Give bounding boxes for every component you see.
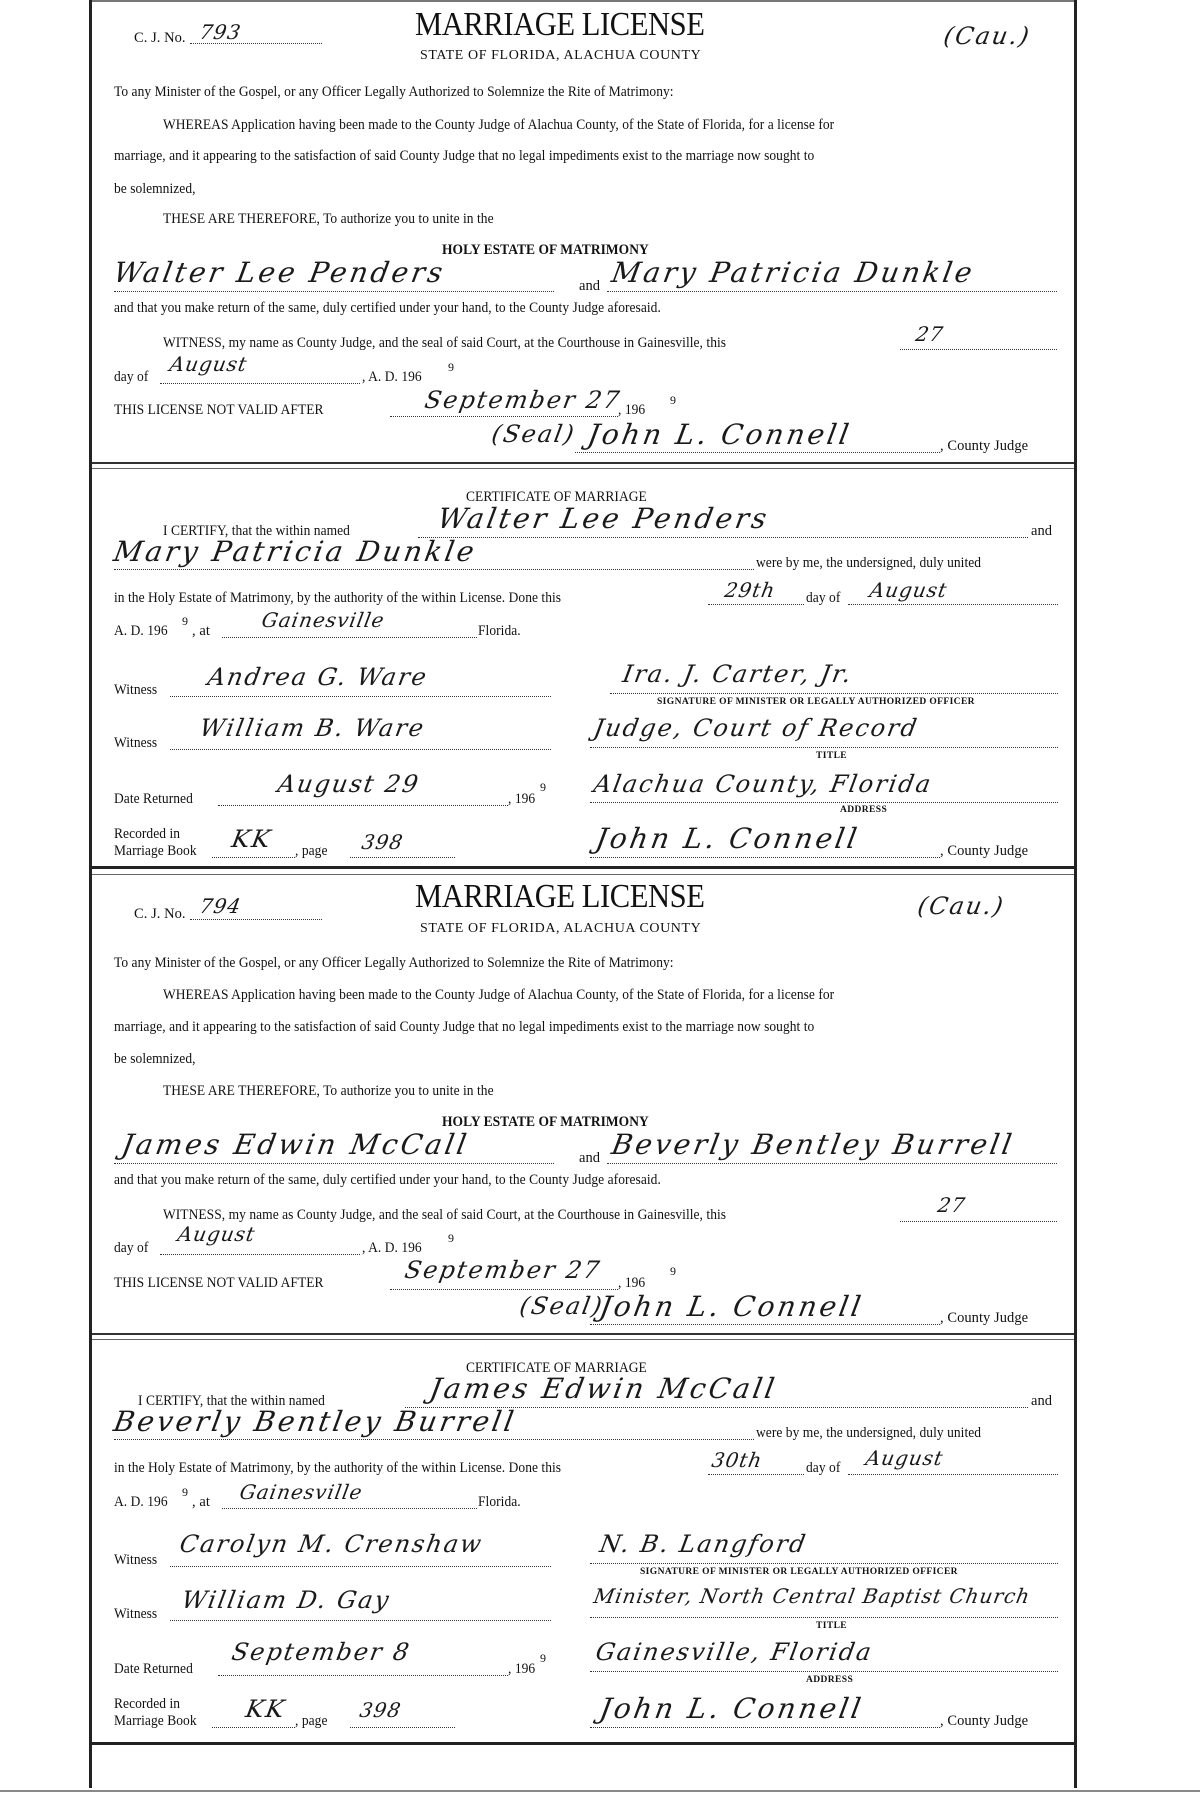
cj-label: C. J. No. [134, 906, 186, 922]
day-of-month: August [175, 1222, 258, 1246]
officiant-title-line [590, 1617, 1058, 1618]
license-title: MARRIAGE LICENSE [415, 878, 705, 915]
certificate-title: CERTIFICATE OF MARRIAGE [466, 1360, 647, 1376]
bride-name: Beverly Bentley Burrell [609, 1128, 1018, 1161]
officiant-signature: Ira. J. Carter, Jr. [620, 660, 856, 688]
cert-day-of-label: day of [806, 590, 841, 606]
whereas-line-2: marriage, and it appearing to the satisfaction of said County Judge that no legal impediments exist to the marriage now sought to [114, 1019, 815, 1035]
judge-signature-line [590, 1324, 940, 1325]
bride-name: Mary Patricia Dunkle [609, 256, 978, 289]
title-caption: TITLE [816, 1621, 848, 1631]
cert-bride-name: Beverly Bentley Burrell [111, 1405, 520, 1438]
groom-line [114, 1163, 554, 1164]
day-of-month: August [167, 352, 250, 376]
cert-bride-name: Mary Patricia Dunkle [111, 535, 480, 568]
cert-groom-name: James Edwin McCall [427, 1372, 780, 1405]
witness-day-line [900, 1221, 1057, 1222]
therefore-line: THESE ARE THEREFORE, To authorize you to unite in the [163, 1083, 494, 1099]
officiant-address-line [590, 1671, 1058, 1672]
witness-1-label: Witness [114, 682, 158, 698]
holy-estate-heading: HOLY ESTATE OF MATRIMONY [442, 242, 649, 258]
address-line: To any Minister of the Gospel, or any Officer Legally Authorized to Solemnize the Rite of Matrimony: [114, 955, 674, 971]
date-returned-line [218, 805, 508, 806]
witness-1-label: Witness [114, 1552, 158, 1568]
witness-2-label: Witness [114, 735, 158, 751]
whereas-line-1: WHEREAS Application having been made to the County Judge of Alachua County, of the State of Florida, for a license for [163, 987, 835, 1003]
officiant-signature-line [590, 1563, 1058, 1564]
and-label: and [579, 1150, 601, 1166]
florida-label: Florida. [478, 623, 521, 639]
record-divider [92, 866, 1074, 875]
record-page: 398 [357, 1698, 404, 1722]
done-month: August [867, 578, 950, 602]
signature-caption: SIGNATURE OF MINISTER OR LEGALLY AUTHORIZED OFFICER [657, 697, 975, 707]
cert-judge-line [590, 1727, 940, 1728]
witness-line: WITNESS, my name as County Judge, and the seal of said Court, at the Courthouse in Gainesville, this [163, 1207, 727, 1223]
not-valid-year-prefix: , 196 [618, 1275, 646, 1291]
and-label: and [579, 278, 601, 294]
cert-groom-line [418, 537, 1028, 538]
florida-label: Florida. [478, 1494, 521, 1510]
united-label: were by me, the undersigned, duly united [756, 1425, 982, 1441]
cert-ad-label: A. D. 196 [114, 1494, 168, 1510]
whereas-line-2: marriage, and it appearing to the satisfaction of said County Judge that no legal impediments exist to the marriage now sought to [114, 148, 815, 164]
witness-2-line [170, 749, 551, 750]
ad-label: , A. D. 196 [362, 1240, 422, 1256]
groom-line [114, 291, 554, 292]
cert-bride-line [114, 569, 754, 570]
groom-name: James Edwin McCall [119, 1128, 472, 1161]
witness-2-line [170, 1620, 551, 1621]
seal-note: (Seal) [517, 1292, 606, 1320]
not-valid-line [390, 416, 618, 417]
not-valid-date: September 27 [422, 386, 624, 414]
not-valid-year-digit: 9 [670, 1264, 677, 1278]
judge-signature: John L. Connell [585, 418, 855, 451]
therefore-line: THESE ARE THEREFORE, To authorize you to unite in the [163, 211, 494, 227]
judge-title: , County Judge [940, 1310, 1029, 1326]
done-day-line [708, 604, 804, 605]
officiant-signature: N. B. Langford [597, 1530, 810, 1558]
ad-year-digit: 9 [448, 360, 455, 374]
margin-note: (Cau.) [941, 22, 1033, 50]
witness-1-signature: Andrea G. Ware [205, 663, 431, 691]
cert-and-label: and [1031, 523, 1053, 539]
recorded-label-1: Recorded in [114, 1696, 181, 1712]
whereas-line-3: be solemnized, [114, 1051, 196, 1067]
recorded-label-2: Marriage Book [114, 1713, 197, 1729]
address-line: To any Minister of the Gospel, or any Officer Legally Authorized to Solemnize the Rite of Matrimony: [114, 84, 674, 100]
authority-label: in the Holy Estate of Matrimony, by the authority of the within License. Done this [114, 1460, 562, 1476]
cert-judge-line [590, 857, 940, 858]
recorded-label-2: Marriage Book [114, 843, 197, 859]
officiant-address: Gainesville, Florida [593, 1638, 876, 1666]
cert-bride-line [114, 1439, 754, 1440]
book-line [212, 857, 295, 858]
date-returned-year-digit: 9 [540, 780, 547, 794]
officiant-title: Minister, North Central Baptist Church [591, 1584, 1033, 1608]
seal-note: (Seal) [489, 420, 578, 448]
bottom-frame-rule [92, 1742, 1074, 1748]
page-label: , page [295, 843, 328, 859]
officiant-title-line [590, 747, 1058, 748]
marriage-book: KK [229, 825, 275, 853]
bride-line [607, 291, 1057, 292]
address-caption: ADDRESS [806, 1675, 854, 1685]
certify-label: I CERTIFY, that the within named [163, 523, 350, 539]
cert-ad-label: A. D. 196 [114, 623, 168, 639]
date-returned-label: Date Returned [114, 791, 193, 807]
witness-day-line [900, 349, 1057, 350]
cert-ad-year-digit: 9 [182, 614, 189, 628]
recorded-label-1: Recorded in [114, 826, 181, 842]
page-line [350, 857, 455, 858]
cj-label: C. J. No. [134, 30, 186, 46]
officiant-address: Alachua County, Florida [591, 770, 935, 798]
page-label: , page [295, 1713, 328, 1729]
section-divider [92, 462, 1074, 469]
ad-year-digit: 9 [448, 1231, 455, 1245]
cert-judge-signature: John L. Connell [597, 1692, 867, 1725]
license-subtitle: STATE OF FLORIDA, ALACHUA COUNTY [420, 48, 702, 63]
whereas-line-1: WHEREAS Application having been made to the County Judge of Alachua County, of the State of Florida, for a license for [163, 117, 835, 133]
page-line [350, 1727, 455, 1728]
day-of-line [160, 383, 360, 384]
witness-2-signature: William B. Ware [197, 714, 428, 742]
not-valid-year-prefix: , 196 [618, 402, 646, 418]
done-month: August [863, 1446, 946, 1470]
date-returned: September 8 [229, 1638, 414, 1666]
date-returned-line [218, 1675, 508, 1676]
return-line: and that you make return of the same, duly certified under your hand, to the County Judge aforesaid. [114, 300, 661, 316]
cert-ad-year-digit: 9 [182, 1485, 189, 1499]
witness-1-signature: Carolyn M. Crenshaw [177, 1530, 486, 1558]
officiant-address-line [590, 802, 1058, 803]
witness-day: 27 [935, 1193, 968, 1217]
witness-2-label: Witness [114, 1606, 158, 1622]
record-page: 398 [359, 830, 406, 854]
cj-number: 794 [197, 894, 244, 918]
day-of-label: day of [114, 1240, 149, 1256]
officiant-signature-line [610, 693, 1058, 694]
authority-label: in the Holy Estate of Matrimony, by the authority of the within License. Done this [114, 590, 562, 606]
cert-groom-name: Walter Lee Penders [435, 502, 773, 535]
officiant-title: Judge, Court of Record [591, 714, 921, 742]
day-of-line [160, 1254, 360, 1255]
done-month-line [848, 1474, 1058, 1475]
date-returned-year-prefix: , 196 [508, 791, 536, 807]
cert-day-of-label: day of [806, 1460, 841, 1476]
done-day: 30th [709, 1448, 765, 1472]
date-returned-year-digit: 9 [540, 1651, 547, 1665]
at-label: , at [192, 623, 210, 639]
marriage-book: KK [243, 1695, 289, 1723]
license-subtitle: STATE OF FLORIDA, ALACHUA COUNTY [420, 921, 702, 936]
judge-signature: John L. Connell [597, 1290, 867, 1323]
certify-label: I CERTIFY, that the within named [138, 1393, 325, 1409]
return-line: and that you make return of the same, duly certified under your hand, to the County Judge aforesaid. [114, 1172, 661, 1188]
not-valid-line [390, 1289, 618, 1290]
at-label: , at [192, 1494, 210, 1510]
date-returned: August 29 [275, 770, 423, 798]
cj-number-line [190, 919, 322, 920]
bride-line [607, 1163, 1057, 1164]
book-line [212, 1727, 295, 1728]
place-line [222, 1508, 477, 1509]
witness-1-line [170, 696, 551, 697]
not-valid-year-digit: 9 [670, 393, 677, 407]
place: Gainesville [237, 1480, 365, 1504]
page-bottom-rule [0, 1790, 1200, 1792]
witness-1-line [170, 1566, 551, 1567]
witness-2-signature: William D. Gay [179, 1586, 393, 1614]
margin-note: (Cau.) [915, 892, 1007, 920]
done-day-line [708, 1474, 804, 1475]
judge-signature-line [575, 452, 940, 453]
address-caption: ADDRESS [840, 805, 888, 815]
united-label: were by me, the undersigned, duly united [756, 555, 982, 571]
not-valid-label: THIS LICENSE NOT VALID AFTER [114, 402, 324, 418]
cj-number: 793 [197, 20, 244, 44]
ad-label: , A. D. 196 [362, 369, 422, 385]
signature-caption: SIGNATURE OF MINISTER OR LEGALLY AUTHORIZED OFFICER [640, 1567, 958, 1577]
witness-line: WITNESS, my name as County Judge, and the seal of said Court, at the Courthouse in Gainesville, this [163, 335, 727, 351]
witness-day: 27 [913, 322, 946, 346]
cert-judge-signature: John L. Connell [593, 822, 863, 855]
day-of-label: day of [114, 369, 149, 385]
date-returned-year-prefix: , 196 [508, 1661, 536, 1677]
certificate-title: CERTIFICATE OF MARRIAGE [466, 489, 647, 505]
judge-title: , County Judge [940, 438, 1029, 454]
groom-name: Walter Lee Penders [111, 256, 449, 289]
license-title: MARRIAGE LICENSE [415, 6, 705, 43]
done-month-line [848, 604, 1058, 605]
section-divider [92, 1333, 1074, 1340]
holy-estate-heading: HOLY ESTATE OF MATRIMONY [442, 1114, 649, 1130]
place: Gainesville [259, 608, 387, 632]
not-valid-label: THIS LICENSE NOT VALID AFTER [114, 1275, 324, 1291]
whereas-line-3: be solemnized, [114, 181, 196, 197]
done-day: 29th [722, 578, 778, 602]
cert-judge-title: , County Judge [940, 843, 1029, 859]
cert-judge-title: , County Judge [940, 1713, 1029, 1729]
cert-and-label: and [1031, 1393, 1053, 1409]
not-valid-date: September 27 [402, 1256, 604, 1284]
title-caption: TITLE [816, 751, 848, 761]
place-line [222, 637, 477, 638]
date-returned-label: Date Returned [114, 1661, 193, 1677]
